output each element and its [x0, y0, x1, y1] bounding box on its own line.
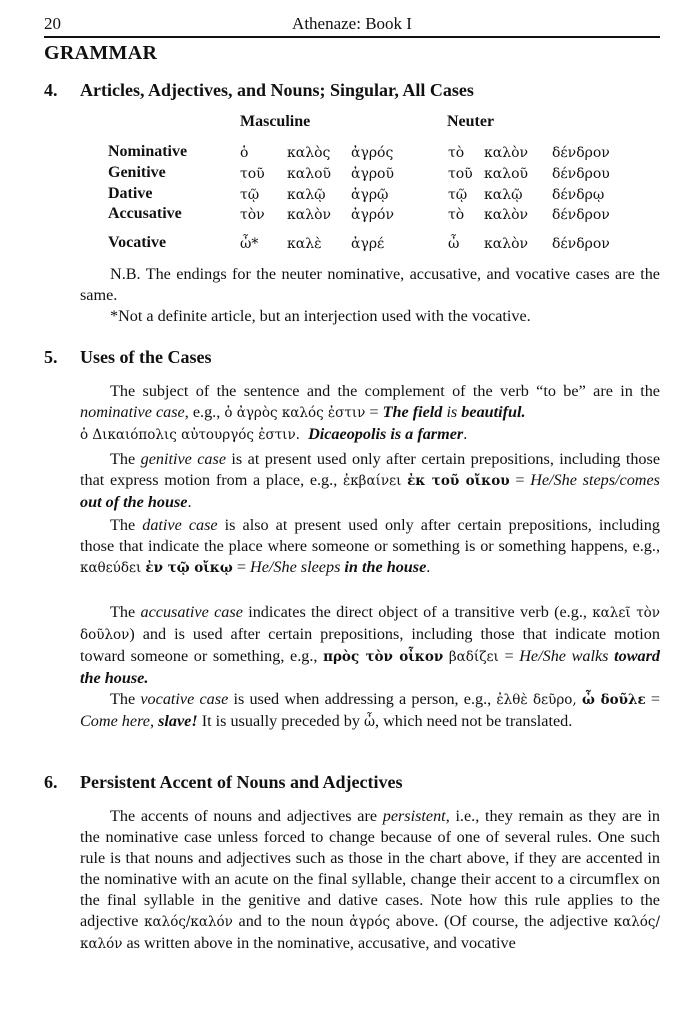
text: as written above in the nominative, accusative, and vocative	[122, 934, 516, 952]
table-notes	[80, 264, 660, 327]
table-cell: ὁ	[240, 145, 249, 161]
paragraph-genitive	[80, 449, 660, 513]
text: The	[110, 690, 141, 708]
table-cell: δένδρῳ	[552, 187, 605, 203]
table-cell: τὸν	[240, 207, 265, 223]
table-cell: τῷ	[448, 187, 468, 203]
section-number: 4.	[44, 80, 58, 100]
term: persistent	[382, 807, 446, 825]
masculine-header: Masculine	[240, 113, 311, 130]
table-cell: καλῷ	[287, 187, 326, 203]
term: nominative case	[80, 403, 185, 421]
case-label: Vocative	[108, 234, 167, 251]
term: vocative case	[140, 690, 229, 708]
greek-example: καλός/καλόν	[144, 914, 233, 930]
greek-example: βαδίζει	[448, 649, 499, 665]
table-cell: δένδρον	[552, 236, 610, 252]
text: is used when addressing a person, e.g.,	[228, 690, 497, 708]
greek-example: καλός/καλόν	[80, 914, 660, 952]
table-cell: καλὸς	[287, 145, 331, 161]
table-cell: ἀγρός	[351, 145, 394, 161]
greek-example: ὁ Δικαιόπολις αὐτουργός ἐστιν.	[80, 427, 300, 443]
text: =	[365, 403, 383, 421]
greek-example: ὦ δοῦλε	[581, 692, 646, 708]
greek-example: καλεῖ τὸν δοῦλον	[80, 605, 660, 643]
translation: He/She sleeps	[250, 558, 341, 576]
table-cell: καλὸν	[484, 207, 529, 223]
greek-example: καθεύδει	[80, 560, 142, 576]
table-cell: καλὸν	[287, 207, 332, 223]
translation: toward the house.	[80, 647, 661, 687]
text: .	[426, 558, 431, 576]
text: =	[509, 471, 531, 489]
translation: He/She steps/comes	[530, 471, 660, 489]
table-cell: καλοῦ	[287, 166, 332, 182]
note-asterisk: *Not a definite article, but an interjection used with the vocative.	[110, 307, 531, 325]
translation: beautiful.	[461, 403, 526, 421]
paragraph-dative	[80, 515, 660, 579]
translation: out of the house	[80, 493, 188, 511]
neuter-header: Neuter	[447, 113, 495, 130]
greek-example: πρὸς τὸν οἶκον	[323, 649, 444, 665]
case-label: Genitive	[108, 164, 166, 181]
text: , which need not be translated.	[374, 712, 573, 730]
table-cell: δένδρον	[552, 145, 610, 161]
term: genitive case	[140, 450, 227, 468]
table-cell: ἀγρῷ	[351, 187, 389, 203]
note-nb: N.B. The endings for the neuter nominative, accusative, and vocative cases are the same.	[80, 265, 660, 304]
section-number: 6.	[44, 772, 58, 792]
table-cell: τοῦ	[448, 166, 473, 182]
term: accusative case	[140, 603, 243, 621]
table-cell: καλοῦ	[484, 166, 529, 182]
table-cell: δένδρου	[552, 166, 610, 182]
text: =	[498, 647, 520, 665]
text: .	[187, 493, 192, 511]
running-head	[44, 14, 660, 38]
translation: He/She walks	[519, 647, 609, 665]
greek-example: ἐν τῷ οἴκῳ	[145, 560, 233, 576]
text: and to the noun	[232, 912, 350, 930]
table-cell: ἀγροῦ	[351, 166, 394, 182]
table-cell: ὦ*	[240, 236, 259, 252]
section-4-heading	[44, 80, 644, 102]
text: , e.g.,	[184, 403, 225, 421]
text: It is usually preceded by	[197, 712, 364, 730]
section-title: Uses of the Cases	[80, 347, 212, 367]
table-cell: ἀγρέ	[351, 236, 385, 252]
section-number: 5.	[44, 347, 58, 367]
table-cell: δένδρον	[552, 207, 610, 223]
text: ) and is used after certain prepositions, including those that indicate motion toward someone or something, e.g.,	[80, 625, 660, 665]
text: is at present used only after certain prepositions, including those that express motion from a place, e.g.,	[80, 450, 661, 489]
table-cell: καλὸν	[484, 236, 529, 252]
text: is also at present used only after certain prepositions, including those that indicate the place where someone or something is or something happens, e.g.,	[80, 516, 660, 555]
table-cell: καλῷ	[484, 187, 523, 203]
text: indicates the direct object of a transitive verb (e.g.,	[242, 603, 593, 621]
section-title: Persistent Accent of Nouns and Adjectives	[80, 772, 403, 792]
section-label: GRAMMAR	[44, 42, 158, 64]
table-cell: καλὸν	[484, 145, 529, 161]
section-5-heading	[44, 347, 644, 369]
running-title: Athenaze: Book I	[292, 14, 412, 33]
translation: The field	[382, 403, 443, 421]
paragraph-vocative	[80, 689, 660, 733]
greek-example: ἐλθὲ δεῦρο,	[496, 692, 577, 708]
paragraph-accusative	[80, 602, 660, 689]
page-number: 20	[44, 14, 61, 33]
text: =	[645, 690, 661, 708]
case-label: Dative	[108, 185, 153, 202]
text: , i.e., they remain as they are in the nominative case unless forced to change because of one of several rules. One such rule is that nouns and adjectives such as those in the chart above, if they are accented in the nominative with an acute on the final syllable, change their accent to a circumflex on the final syllable in the genitive and dative cases. Note how this rule applies to the adjective	[80, 807, 660, 930]
greek-example: ἐκβαίνει	[342, 473, 402, 489]
table-cell: τοῦ	[240, 166, 265, 182]
text: The subject of the sentence and the complement of the verb “to be” are in the	[110, 382, 660, 400]
text: .	[463, 425, 468, 443]
table-cell: καλὲ	[287, 236, 322, 252]
translation: slave!	[158, 712, 198, 730]
paragraph-nominative	[80, 381, 660, 446]
case-label: Accusative	[108, 205, 182, 222]
paragraph-persistent-accent	[80, 806, 660, 955]
greek-example: ἐκ τοῦ οἴκου	[407, 473, 510, 489]
translation: Dicaeopolis is a farmer	[308, 425, 464, 443]
text: =	[232, 558, 251, 576]
text: The accents of nouns and adjectives are	[110, 807, 383, 825]
term: dative case	[142, 516, 218, 534]
table-cell: ὦ	[448, 236, 460, 252]
translation: in the house	[344, 558, 427, 576]
section-title: Articles, Adjectives, and Nouns; Singular, All Cases	[80, 80, 474, 100]
table-cell: ἀγρόν	[351, 207, 394, 223]
greek-example: ἀγρός	[349, 914, 391, 930]
greek-example: ὦ	[363, 714, 375, 730]
translation: is	[442, 403, 462, 421]
table-cell: τὸ	[448, 145, 465, 161]
translation: Come here,	[80, 712, 159, 730]
greek-example: ὁ ἀγρὸς καλός ἐστιν	[224, 405, 366, 421]
text: The	[110, 516, 143, 534]
text: The	[110, 603, 141, 621]
case-label: Nominative	[108, 143, 188, 160]
text: above. (Of course, the adjective	[390, 912, 614, 930]
table-cell: τῷ	[240, 187, 260, 203]
text: The	[110, 450, 141, 468]
table-cell: τὸ	[448, 207, 465, 223]
section-6-heading	[44, 772, 644, 794]
